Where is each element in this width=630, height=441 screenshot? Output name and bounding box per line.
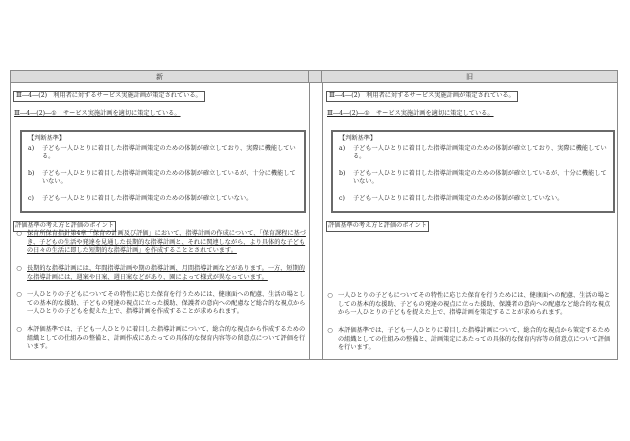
old-column bbox=[322, 83, 618, 359]
criteria-item: a) 子ども一人ひとりに着目した指導計画策定のための体制が確立しており、実際に機能している。 bbox=[339, 144, 607, 161]
header-old: 旧 bbox=[322, 71, 617, 83]
new-points-title: 評価基準の考え方と評価のポイント bbox=[13, 221, 116, 232]
old-ref-title: Ⅲ―4―(2) 利用者に対するサービス実施計画が策定されている。 bbox=[326, 91, 518, 102]
criteria-title: 【判断基準】 bbox=[339, 135, 377, 142]
criteria-item: b) 子ども一人ひとりに着目した指導計画策定のための体制が確立しているが、十分に機能していない。 bbox=[339, 169, 607, 186]
new-ref-sub: Ⅲ―4―(2)―① サービス実施計画を適切に策定している。 bbox=[14, 110, 181, 117]
new-ref-title: Ⅲ―4―(2) 利用者に対するサービス実施計画が策定されている。 bbox=[13, 91, 205, 102]
criteria-title: 【判断基準】 bbox=[28, 135, 66, 142]
criteria-item: b) 子ども一人ひとりに着目した指導計画策定のための体制が確立しているが、十分に機能していない。 bbox=[28, 169, 296, 186]
criteria-item: c) 子ども一人ひとりに着目した指導計画策定のための体制が確立していない。 bbox=[28, 194, 253, 202]
old-points-title: 評価基準の考え方と評価のポイント bbox=[326, 221, 429, 232]
new-column bbox=[11, 83, 309, 359]
point-item: ○ 長期的な指導計画には、年間指導計画や期の指導計画、月間指導計画などがあります。一方、短期的な指導計画には、週案や日案、週日案などがあり、園によって様式が異なっています。 bbox=[16, 265, 305, 281]
criteria-item: a) 子ども一人ひとりに着目した指導計画策定のための体制が確立しており、実際に機能している。 bbox=[28, 144, 296, 161]
column-divider bbox=[309, 83, 310, 359]
new-criteria-box bbox=[20, 130, 306, 213]
criteria-item: c) 子ども一人ひとりに着目した指導計画策定のための体制が確立していない。 bbox=[339, 194, 564, 202]
point-item: ○ 一人ひとりの子どもについてその特性に応じた保育を行うためには、健康面への配慮、生活の場としての基本的な援助、子どもの発達の視点に立った援助、保護者の意向への配慮など総合的な視点から一人ひとりの子どもを捉えた上で、指導計画を策定することが求められます。 bbox=[327, 292, 611, 317]
header-gap bbox=[309, 71, 322, 83]
old-criteria-box bbox=[331, 130, 615, 213]
old-ref-sub: Ⅲ―4―(2)―① サービス実施計画を適切に策定している。 bbox=[327, 110, 494, 117]
point-item: ○ 一人ひとりの子どもについてその特性に応じた保育を行うためには、健康面への配慮、生活の場としての基本的な援助、子どもの発達の視点に立った援助、保護者の意向への配慮など総合的な視点から一人ひとりの子どもを捉えた上で、指導計画を作成することが求められます。 bbox=[16, 291, 306, 316]
point-item: ○ 保育所保育指針第4章「保育の計画及び評価」において、指導計画の作成について、「保育課程に基づき、子どもの生活や発達を見通した長期的な指導計画と、それに関連しながら、より具体的な子どもの日々の生活に即した短期的な指導計画」を作成することとされています。 bbox=[16, 230, 306, 255]
header-new: 新 bbox=[11, 71, 309, 83]
point-item: ○ 本評価基準では、子ども一人ひとりに着目した指導計画について、総合的な視点から作成するための組織としての仕組みの整備と、計画作成にあたっての具体的な保育内容等の留意点について評価を行います。 bbox=[16, 326, 306, 351]
comparison-table bbox=[10, 70, 618, 360]
point-item: ○ 本評価基準では、子ども一人ひとりに着目した指導計画について、総合的な視点から策定するための組織としての仕組みの整備と、計画策定にあたっての具体的な保育内容等の留意点について評価を行います。 bbox=[327, 327, 611, 352]
